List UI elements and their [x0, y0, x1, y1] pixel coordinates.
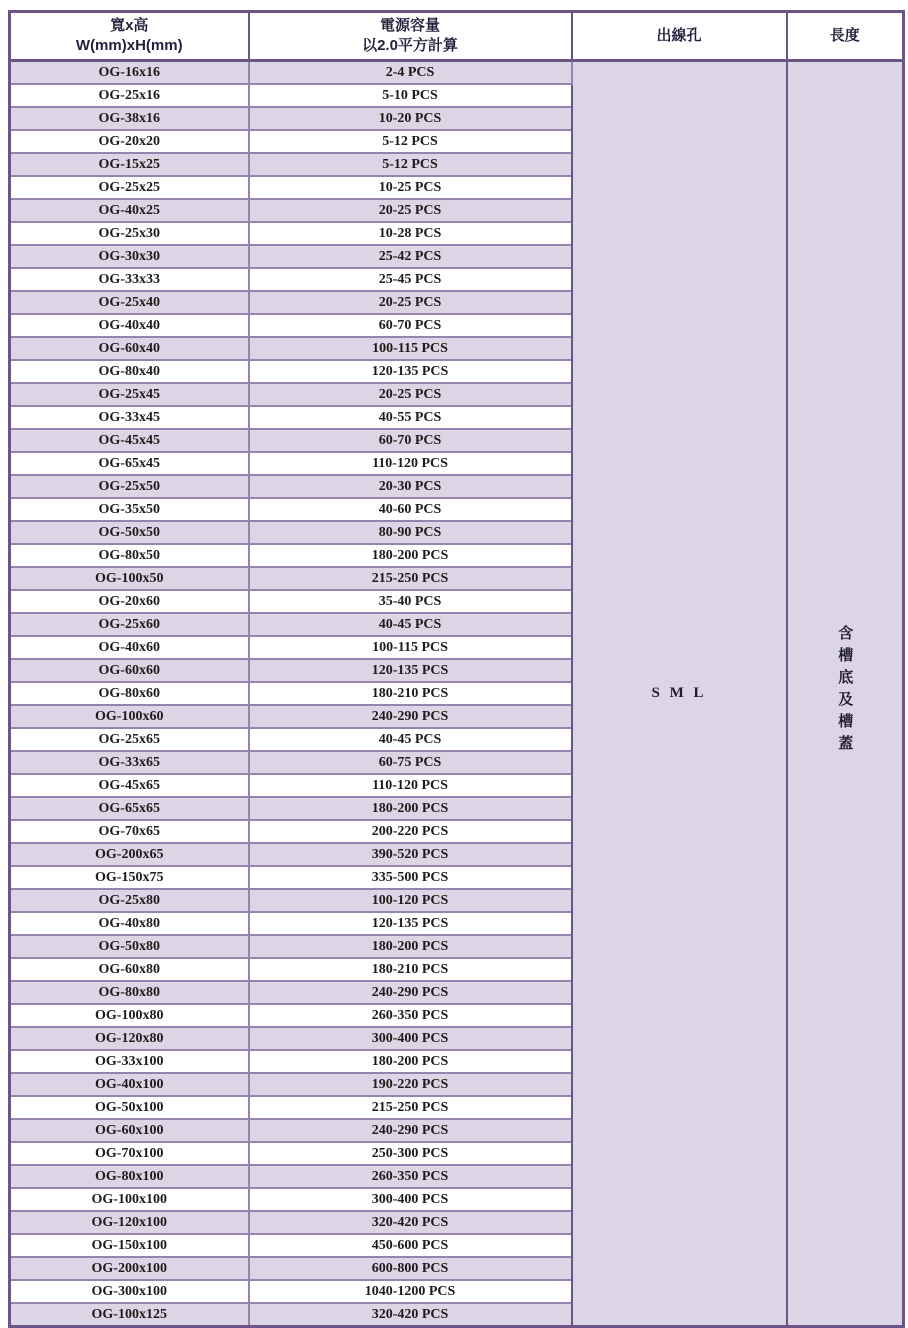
capacity-cell: 180-200 PCS	[249, 1050, 572, 1073]
capacity-cell: 110-120 PCS	[249, 774, 572, 797]
model-cell: OG-16x16	[10, 61, 249, 85]
capacity-cell: 60-70 PCS	[249, 429, 572, 452]
model-cell: OG-38x16	[10, 107, 249, 130]
model-cell: OG-100x60	[10, 705, 249, 728]
capacity-cell: 2-4 PCS	[249, 61, 572, 85]
capacity-cell: 240-290 PCS	[249, 981, 572, 1004]
model-cell: OG-70x100	[10, 1142, 249, 1165]
model-cell: OG-60x100	[10, 1119, 249, 1142]
capacity-cell: 180-210 PCS	[249, 958, 572, 981]
capacity-cell: 320-420 PCS	[249, 1211, 572, 1234]
model-cell: OG-150x100	[10, 1234, 249, 1257]
capacity-cell: 120-135 PCS	[249, 912, 572, 935]
header-capacity	[249, 12, 572, 61]
model-cell: OG-100x80	[10, 1004, 249, 1027]
capacity-cell: 60-70 PCS	[249, 314, 572, 337]
model-cell: OG-80x80	[10, 981, 249, 1004]
table-body	[10, 61, 904, 1327]
capacity-cell: 215-250 PCS	[249, 567, 572, 590]
capacity-cell: 180-200 PCS	[249, 544, 572, 567]
capacity-cell: 180-210 PCS	[249, 682, 572, 705]
model-cell: OG-80x100	[10, 1165, 249, 1188]
model-cell: OG-40x80	[10, 912, 249, 935]
capacity-cell: 320-420 PCS	[249, 1303, 572, 1327]
header-capacity-subtitle: 以2.0平方計算	[362, 37, 458, 54]
model-cell: OG-65x65	[10, 797, 249, 820]
model-cell: OG-25x40	[10, 291, 249, 314]
model-cell: OG-40x60	[10, 636, 249, 659]
capacity-cell: 200-220 PCS	[249, 820, 572, 843]
capacity-cell: 40-45 PCS	[249, 728, 572, 751]
model-cell: OG-20x60	[10, 590, 249, 613]
model-cell: OG-25x80	[10, 889, 249, 912]
length-value: 含槽底及槽蓋	[836, 625, 854, 757]
model-cell: OG-50x50	[10, 521, 249, 544]
model-cell: OG-150x75	[10, 866, 249, 889]
capacity-cell: 190-220 PCS	[249, 1073, 572, 1096]
capacity-cell: 20-25 PCS	[249, 291, 572, 314]
capacity-cell: 240-290 PCS	[249, 705, 572, 728]
capacity-cell: 35-40 PCS	[249, 590, 572, 613]
capacity-cell: 300-400 PCS	[249, 1188, 572, 1211]
model-cell: OG-25x16	[10, 84, 249, 107]
model-cell: OG-25x50	[10, 475, 249, 498]
capacity-cell: 5-10 PCS	[249, 84, 572, 107]
model-cell: OG-200x100	[10, 1257, 249, 1280]
capacity-cell: 100-120 PCS	[249, 889, 572, 912]
model-cell: OG-33x33	[10, 268, 249, 291]
model-cell: OG-33x100	[10, 1050, 249, 1073]
model-cell: OG-100x125	[10, 1303, 249, 1327]
model-cell: OG-25x30	[10, 222, 249, 245]
capacity-cell: 180-200 PCS	[249, 935, 572, 958]
model-cell: OG-15x25	[10, 153, 249, 176]
model-cell: OG-45x65	[10, 774, 249, 797]
header-row	[10, 12, 904, 61]
capacity-cell: 390-520 PCS	[249, 843, 572, 866]
model-cell: OG-40x40	[10, 314, 249, 337]
capacity-cell: 10-20 PCS	[249, 107, 572, 130]
model-cell: OG-45x45	[10, 429, 249, 452]
capacity-cell: 120-135 PCS	[249, 360, 572, 383]
model-cell: OG-40x100	[10, 1073, 249, 1096]
capacity-cell: 40-45 PCS	[249, 613, 572, 636]
model-cell: OG-65x45	[10, 452, 249, 475]
outlet-value: S M L	[651, 685, 707, 701]
table-header	[10, 12, 904, 61]
capacity-cell: 100-115 PCS	[249, 636, 572, 659]
model-cell: OG-50x100	[10, 1096, 249, 1119]
capacity-cell: 10-28 PCS	[249, 222, 572, 245]
capacity-cell: 600-800 PCS	[249, 1257, 572, 1280]
header-capacity-title: 電源容量	[379, 17, 440, 34]
capacity-cell: 100-115 PCS	[249, 337, 572, 360]
capacity-cell: 260-350 PCS	[249, 1004, 572, 1027]
length-merged-cell	[787, 61, 904, 1327]
model-cell: OG-80x60	[10, 682, 249, 705]
model-cell: OG-25x45	[10, 383, 249, 406]
model-cell: OG-60x60	[10, 659, 249, 682]
model-cell: OG-50x80	[10, 935, 249, 958]
capacity-cell: 25-42 PCS	[249, 245, 572, 268]
capacity-cell: 120-135 PCS	[249, 659, 572, 682]
capacity-cell: 250-300 PCS	[249, 1142, 572, 1165]
model-cell: OG-25x60	[10, 613, 249, 636]
table-row	[10, 61, 904, 85]
model-cell: OG-25x65	[10, 728, 249, 751]
capacity-cell: 20-30 PCS	[249, 475, 572, 498]
header-length	[787, 12, 904, 61]
model-cell: OG-80x50	[10, 544, 249, 567]
capacity-cell: 25-45 PCS	[249, 268, 572, 291]
header-outlet-title: 出線孔	[656, 27, 702, 44]
capacity-cell: 335-500 PCS	[249, 866, 572, 889]
model-cell: OG-30x30	[10, 245, 249, 268]
header-size	[10, 12, 249, 61]
capacity-cell: 60-75 PCS	[249, 751, 572, 774]
model-cell: OG-120x80	[10, 1027, 249, 1050]
model-cell: OG-100x50	[10, 567, 249, 590]
model-cell: OG-33x65	[10, 751, 249, 774]
capacity-cell: 40-60 PCS	[249, 498, 572, 521]
capacity-cell: 450-600 PCS	[249, 1234, 572, 1257]
outlet-merged-cell	[572, 61, 787, 1327]
model-cell: OG-120x100	[10, 1211, 249, 1234]
capacity-cell: 300-400 PCS	[249, 1027, 572, 1050]
capacity-cell: 240-290 PCS	[249, 1119, 572, 1142]
capacity-cell: 40-55 PCS	[249, 406, 572, 429]
header-size-subtitle: W(mm)xH(mm)	[75, 37, 183, 54]
model-cell: OG-100x100	[10, 1188, 249, 1211]
capacity-cell: 10-25 PCS	[249, 176, 572, 199]
model-cell: OG-200x65	[10, 843, 249, 866]
model-cell: OG-60x40	[10, 337, 249, 360]
header-size-title: 寬x高	[110, 17, 149, 34]
capacity-cell: 110-120 PCS	[249, 452, 572, 475]
capacity-cell: 260-350 PCS	[249, 1165, 572, 1188]
model-cell: OG-80x40	[10, 360, 249, 383]
capacity-cell: 5-12 PCS	[249, 130, 572, 153]
model-cell: OG-35x50	[10, 498, 249, 521]
capacity-cell: 20-25 PCS	[249, 199, 572, 222]
model-cell: OG-25x25	[10, 176, 249, 199]
header-length-title: 長度	[829, 27, 860, 44]
capacity-cell: 215-250 PCS	[249, 1096, 572, 1119]
model-cell: OG-70x65	[10, 820, 249, 843]
capacity-cell: 80-90 PCS	[249, 521, 572, 544]
capacity-cell: 1040-1200 PCS	[249, 1280, 572, 1303]
model-cell: OG-60x80	[10, 958, 249, 981]
model-cell: OG-300x100	[10, 1280, 249, 1303]
capacity-cell: 5-12 PCS	[249, 153, 572, 176]
model-cell: OG-33x45	[10, 406, 249, 429]
spec-table	[8, 10, 905, 1328]
header-outlet	[572, 12, 787, 61]
model-cell: OG-20x20	[10, 130, 249, 153]
capacity-cell: 20-25 PCS	[249, 383, 572, 406]
capacity-cell: 180-200 PCS	[249, 797, 572, 820]
model-cell: OG-40x25	[10, 199, 249, 222]
